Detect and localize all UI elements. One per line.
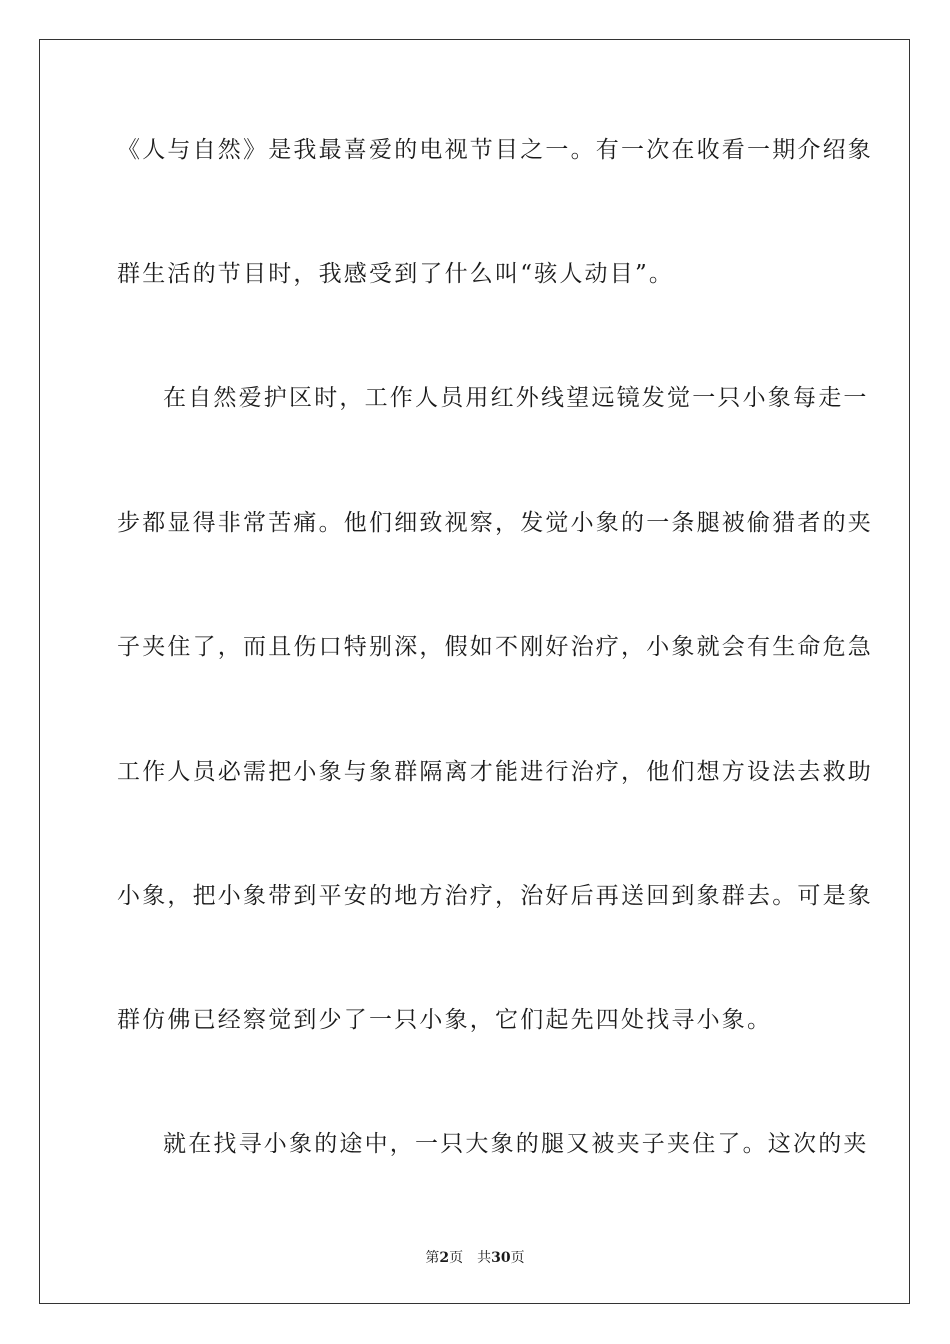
body-text-line: 群生活的节目时，我感受到了什么叫“骇人动目”。 (117, 261, 675, 287)
page-prefix: 第 (425, 1250, 440, 1266)
page-number: 2 (439, 1250, 450, 1266)
body-text-line: 就在找寻小象的途中，一只大象的腿又被夹子夹住了。这次的夹 (163, 1131, 869, 1157)
page-border (39, 39, 910, 1304)
body-text-line: 小象，把小象带到平安的地方治疗，治好后再送回到象群去。可是象 (117, 883, 873, 909)
body-text-line: 工作人员必需把小象与象群隔离才能进行治疗，他们想方设法去救助 (117, 759, 873, 785)
body-text-line: 《人与自然》是我最喜爱的电视节目之一。有一次在收看一期介绍象 (117, 137, 873, 163)
page-suffix: 页 (449, 1250, 464, 1266)
page-footer (0, 1247, 950, 1267)
body-text-line: 步都显得非常苦痛。他们细致视察，发觉小象的一条腿被偷猎者的夹 (117, 510, 873, 536)
body-text-line: 子夹住了，而且伤口特别深，假如不刚好治疗，小象就会有生命危急 (117, 634, 873, 660)
body-text-line: 在自然爱护区时，工作人员用红外线望远镜发觉一只小象每走一 (163, 385, 869, 411)
body-text-line: 群仿佛已经察觉到少了一只小象，它们起先四处找寻小象。 (117, 1007, 773, 1033)
total-pages: 30 (491, 1250, 511, 1266)
total-suffix: 页 (510, 1250, 525, 1266)
total-prefix: 共 (477, 1250, 492, 1266)
